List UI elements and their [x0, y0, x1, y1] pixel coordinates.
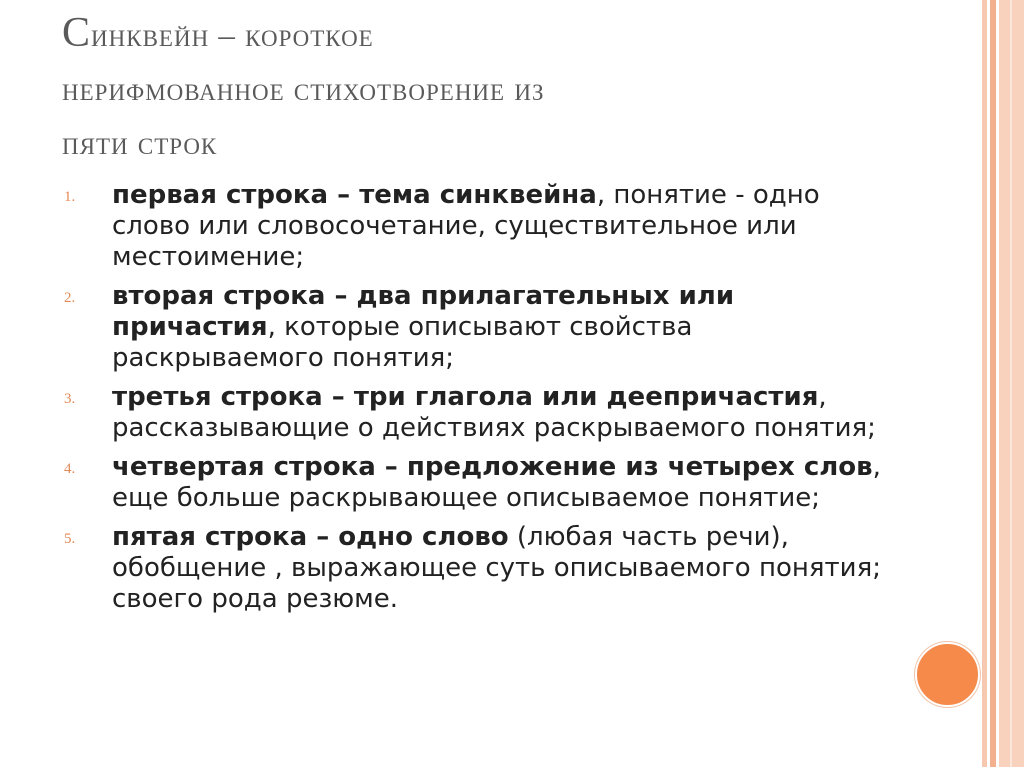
- list-item: [62, 522, 882, 615]
- title-line-1-rest: инквейн – короткое: [91, 18, 374, 54]
- item-text: , рассказывающие о действиях раскрываемого понятия;: [112, 382, 876, 443]
- item-text: , которые описывают свойства раскрываемого понятия;: [112, 312, 693, 373]
- title-line-3: пяти строк: [62, 126, 218, 162]
- title-line-1: [62, 6, 962, 63]
- list-item: [62, 180, 882, 273]
- decor-circle: [915, 642, 980, 707]
- title-initial: С: [62, 10, 92, 56]
- item-number: 3.: [64, 391, 76, 407]
- list-item: [62, 281, 882, 374]
- slide-title: [62, 6, 962, 171]
- decor-stripe: [1010, 0, 1012, 767]
- item-bold-text: вторая строка – два прилагательных или причастия: [112, 281, 735, 342]
- cinquain-rules-list: [62, 180, 882, 623]
- item-number: 5.: [64, 531, 76, 547]
- title-line-2: нерифмованное стихотворение из: [62, 72, 545, 108]
- item-number: 2.: [64, 290, 76, 306]
- list-item: [62, 382, 882, 444]
- item-text: (любая часть речи), обобщение , выражающее суть описываемого понятия; своего рода резюме.: [112, 522, 881, 614]
- item-bold-text: третья строка – три глагола или деепричастия: [112, 382, 819, 412]
- item-text: , понятие - одно слово или словосочетание, существительное или местоимение;: [112, 180, 820, 272]
- list-item: [62, 452, 882, 514]
- item-text: , еще больше раскрывающее описываемое понятие;: [112, 452, 881, 513]
- item-number: 4.: [64, 461, 76, 477]
- item-bold-text: первая строка – тема синквейна: [112, 180, 597, 210]
- item-bold-text: пятая строка – одно слово: [112, 522, 509, 552]
- item-bold-text: четвертая строка – предложение из четырех слов: [112, 452, 873, 482]
- item-number: 1.: [64, 189, 76, 205]
